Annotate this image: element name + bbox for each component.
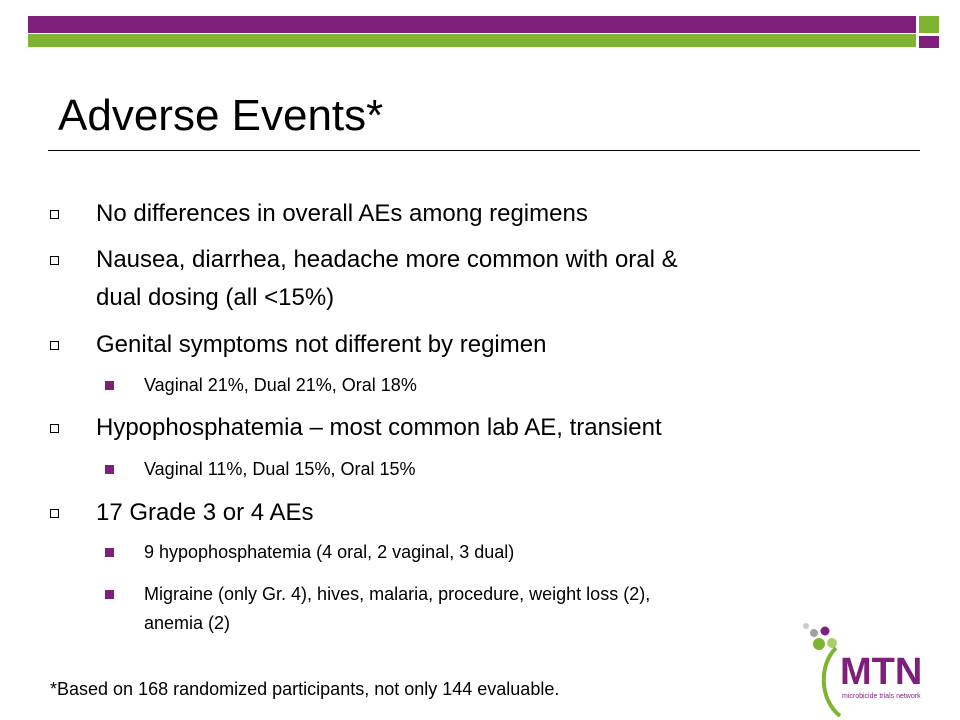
bullet-2-text: Nausea, diarrhea, headache more common with oral & <box>96 246 678 273</box>
logo-dot-icon <box>803 623 809 629</box>
subbullet-5-2-text: Migraine (only Gr. 4), hives, malaria, procedure, weight loss (2), <box>144 584 651 604</box>
bullet-5-text: 17 Grade 3 or 4 AEs <box>96 499 314 526</box>
subbullet-5-2-text-line2: anemia (2) <box>144 613 231 633</box>
bullet-4-text: Hypophosphatemia – most common lab AE, transient <box>96 414 662 441</box>
subbullet-square-icon <box>105 465 114 474</box>
bullet-1-text: No differences in overall AEs among regimens <box>96 200 588 227</box>
footnote: *Based on 168 randomized participants, not only 144 evaluable. <box>50 679 560 699</box>
subbullet-4-1-text: Vaginal 11%, Dual 15%, Oral 15% <box>144 459 416 479</box>
bullet-2-text-line2: dual dosing (all <15%) <box>96 284 335 311</box>
logo-dot-icon <box>821 627 830 636</box>
logo-tagline: microbicide trials network <box>842 693 921 700</box>
subbullet-square-icon <box>105 381 114 390</box>
slide-title: Adverse Events* <box>58 91 384 140</box>
bullet-hollow-square-icon <box>50 424 59 433</box>
logo-swoosh-icon <box>824 648 840 716</box>
logo-dot-icon <box>813 638 825 650</box>
logo-text: MTN <box>840 651 923 693</box>
bullet-hollow-square-icon <box>50 341 59 350</box>
subbullet-square-icon <box>105 548 114 557</box>
bullet-hollow-square-icon <box>50 256 59 265</box>
logo-dot-icon <box>810 629 818 637</box>
subbullet-5-1-text: 9 hypophosphatemia (4 oral, 2 vaginal, 3 dual) <box>144 542 515 562</box>
logo-dot-icon <box>827 638 837 648</box>
bullet-hollow-square-icon <box>50 509 59 518</box>
bullet-hollow-square-icon <box>50 210 59 219</box>
bullet-3-text: Genital symptoms not different by regimen <box>96 331 547 358</box>
subbullet-square-icon <box>105 590 114 599</box>
mtn-logo <box>800 618 950 718</box>
subbullet-3-1-text: Vaginal 21%, Dual 21%, Oral 18% <box>144 375 417 395</box>
